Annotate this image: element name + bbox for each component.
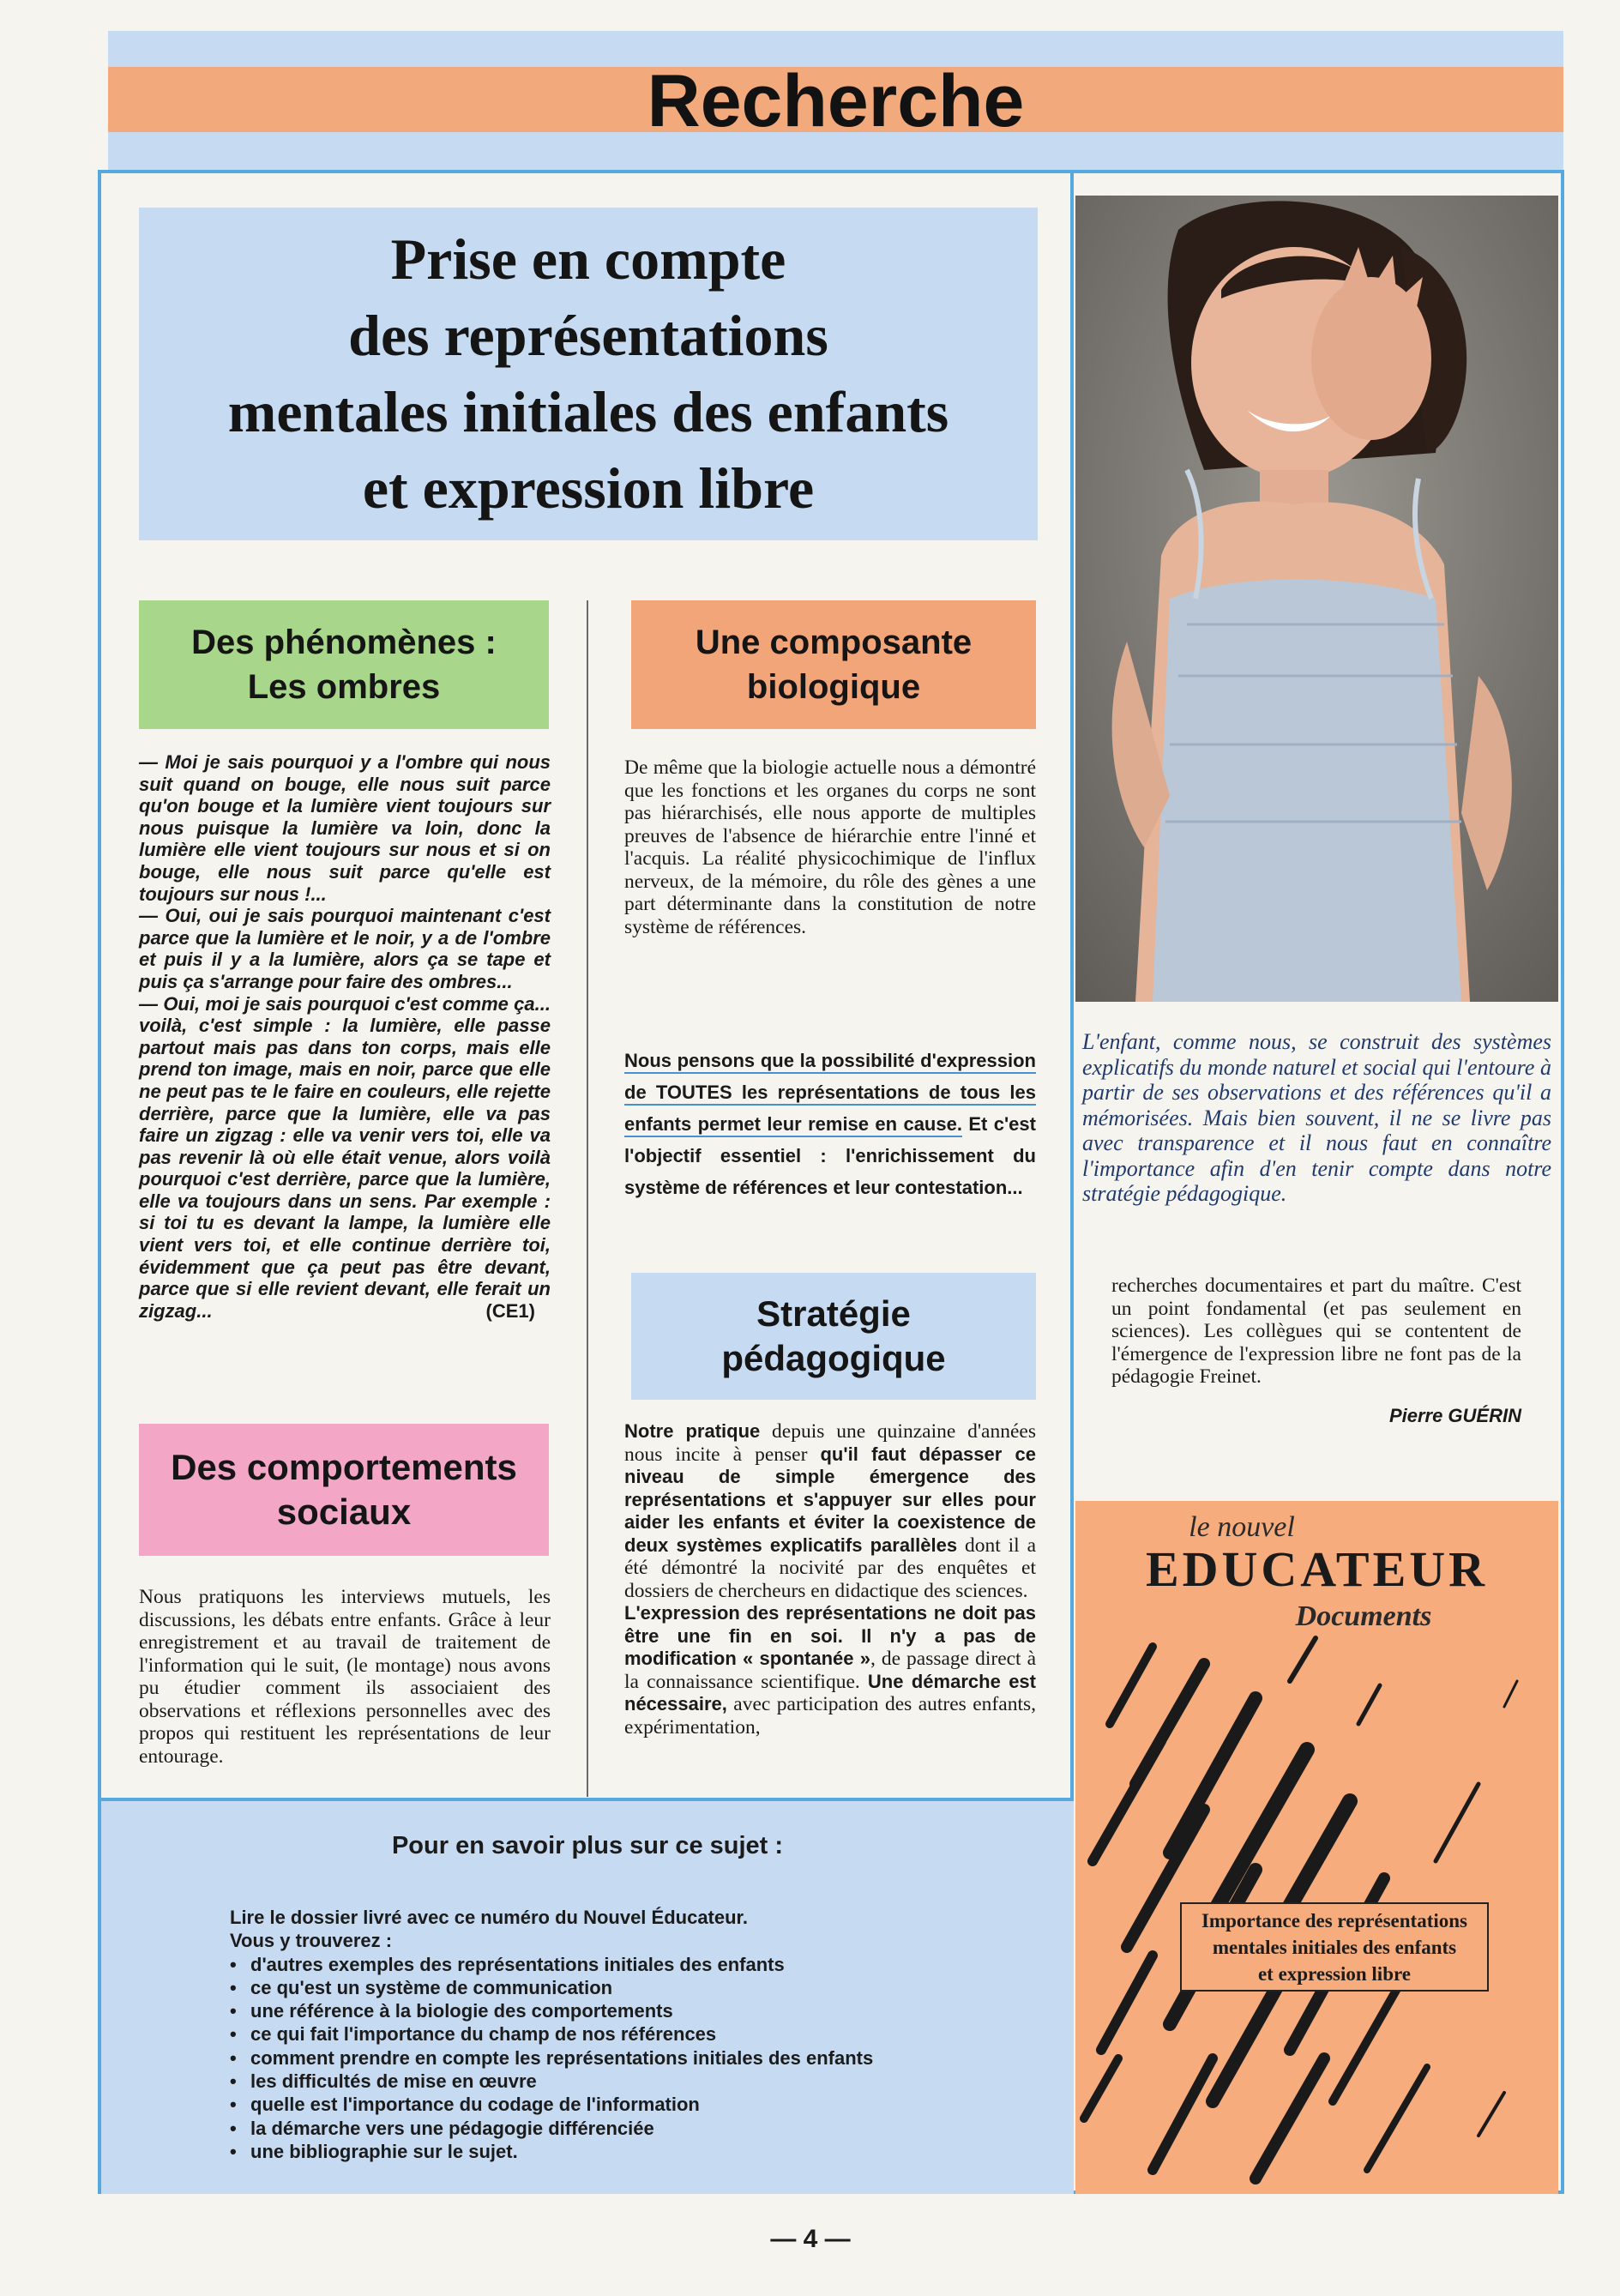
text-run: Une démarche est nécessaire, — [624, 1670, 1036, 1714]
child-photo — [1075, 196, 1558, 1002]
advert-top: le nouvel — [1189, 1511, 1295, 1543]
advert-sub: Documents — [1295, 1600, 1432, 1632]
list-item: • comment prendre en compte les représentations initiales des enfants — [230, 2046, 1053, 2070]
list-item: • quelle est l'importance du codage de l'information — [230, 2093, 1053, 2116]
article-title-line: mentales initiales des enfants — [227, 379, 949, 444]
heading-strategie — [631, 1273, 1036, 1400]
heading-social — [139, 1424, 549, 1556]
info-intro-line: Lire le dossier livré avec ce numéro du Nouvel Éducateur. — [230, 1907, 749, 1928]
heading-line: biologique — [746, 668, 921, 706]
list-item: • d'autres exemples des représentations initiales des enfants — [230, 1953, 1053, 1976]
text-run: depuis une quinzaine d'années nous incite à penser — [624, 1420, 1036, 1466]
heading-line: Les ombres — [247, 668, 441, 706]
list-item: • la démarche vers une pédagogie différenciée — [230, 2117, 1053, 2140]
list-item: • une référence à la biologie des comportements — [230, 1999, 1053, 2022]
heading-line: Des phénomènes : — [191, 624, 497, 661]
text-run: qu'il faut dépasser ce niveau de simple émergence des représentations et s'appuyer sur elles pour aider les enfants et éviter la coexistence de deux systèmes explicatifs parallèles — [624, 1443, 1036, 1556]
quote-text: — Oui, moi je sais pourquoi c'est comme ça... voilà, c'est simple : la lumière, elle passe partout mais pas dans ton corps, mais elle prend ton image, mais en noir, parce que elle ne peut pas te le faire en couleurs, elle rejette derrière, parce que la lumière, elle va pas faire un zigzag : elle va venir vers toi, elle va pas revenir là où elle était venue, alors voilà pourquoi c'est derrière, parce que la lumière, elle va toujours dans un sens. Par exemple : si toi tu es devant la lampe, la lumière elle vient vers toi, et elle continue derrière toi, évidemment que ça peut pas être devant, parce que si elle revient devant, elle ferait un zigzag... — [139, 992, 551, 1322]
section-title: Recherche — [647, 60, 1025, 142]
text-run: Notre pratique — [624, 1420, 761, 1442]
photo-caption: L'enfant, comme nous, se construit des systèmes explicatifs du monde naturel et social qui l'entoure à partir de ses observations et des références qu'il a mémorisées. Mais bien souvent, il ne se livre pas avec transparence et il nous faut en connaître l'importance afin d'en tenir compte dans notre stratégie pédagogique. — [1082, 1029, 1551, 1206]
heading-ombres — [139, 600, 549, 729]
heading-line: sociaux — [276, 1491, 412, 1532]
quote-class: (CE1) — [485, 1299, 535, 1322]
page-number: — 4 — — [770, 2225, 851, 2253]
advert-box-line: Importance des représentations — [1201, 1909, 1468, 1931]
text-run: L'expression des représentations ne doit pas être une fin en soi. Il n'y a pas de modification « spontanée » — [624, 1602, 1036, 1669]
continuation-text: recherches documentaires et part du maître. C'est un point fondamental (et pas seulement en sciences). Les collègues qui se contentent de l'émergence de l'expression libre ne font pas de la pédagogie Freinet. — [1111, 1275, 1521, 1388]
heading-line: Stratégie — [756, 1293, 911, 1334]
text-run: , de passage direct à la connaissance scientifique. — [624, 1648, 1037, 1693]
divider-right-column — [1070, 170, 1074, 1799]
text-run: dont il a été démontré la nocivité par des enquêtes et dossiers de chercheurs en didactique des sciences. — [624, 1534, 1036, 1602]
quote-paragraph: — Oui, oui je sais pourquoi maintenant c'est parce que la lumière et le noir, y a de l'ombre et puis il y a la lumière, alors ça se tape et puis ça s'arrange pour faire des ombres... — [139, 905, 551, 992]
list-item: • ce qui fait l'importance du champ de nos références — [230, 2022, 1053, 2046]
bio-callout — [624, 1045, 1036, 1223]
info-list — [230, 1953, 1053, 2164]
callout-rest: Et c'est l'objectif essentiel : l'enrichissement du système de références et leur contestation... — [624, 1113, 1036, 1198]
strategie-paragraph — [624, 1602, 1036, 1739]
article-title-line: Prise en compte — [390, 226, 786, 292]
article-title-line: et expression libre — [362, 455, 815, 521]
article-title-line: des représentations — [348, 303, 828, 368]
heading-line: Des comportements — [171, 1447, 517, 1487]
info-intro-line: Vous y trouverez : — [230, 1930, 393, 1952]
quote-paragraph: — Moi je sais pourquoi y a l'ombre qui nous suit quand on bouge, elle nous suit parce qu'on bouge et la lumière vient toujours sur nous puisque la lumière va loin, donc la lumière elle vient toujours sur nous et si on bouge, elle nous suit parce qu'elle est toujours sur nous !... — [139, 751, 551, 905]
strategie-text — [624, 1420, 1036, 1772]
advert-box-line: mentales initiales des enfants — [1212, 1936, 1457, 1958]
advert-box — [1180, 1902, 1489, 1992]
divider-columns — [587, 600, 588, 1797]
ombres-quotes — [139, 751, 551, 1403]
quote-paragraph — [139, 993, 551, 1323]
info-title: Pour en savoir plus sur ce sujet : — [391, 1832, 784, 1859]
article-title — [139, 208, 1038, 540]
bio-text: De même que la biologie actuelle nous a démontré que les fonctions et les organes du corps ne sont pas hiérarchisés, elle nous apporte de multiples preuves de l'absence de hiérarchie entre l'inné et l'acquis. La réalité physicochimique de l'influx nerveux, de la mémoire, du rôle des gènes a une part déterminante dans la constitution de notre système de références. — [624, 756, 1036, 938]
list-item: • les difficultés de mise en œuvre — [230, 2070, 1053, 2093]
info-content — [230, 1906, 1053, 2172]
advert-box-line: et expression libre — [1257, 1962, 1411, 1985]
text-run: avec participation des autres enfants, expérimentation, — [624, 1693, 1036, 1739]
social-text: Nous pratiquons les interviews mutuels, les discussions, les débats entre enfants. Grâce à leur enregistrement et au travail de traitement de l'information qui le suit, (le montage) nous avons pu étudier comment ils associaient des observations et réflexions personnelles avec des propos qui restituent les représentations de leur entourage. — [139, 1586, 551, 1768]
list-item: • une bibliographie sur le sujet. — [230, 2140, 1053, 2163]
author-signature: Pierre GUÉRIN — [1388, 1405, 1521, 1426]
list-item: • ce qu'est un système de communication — [230, 1976, 1053, 1999]
heading-line: Une composante — [695, 624, 973, 661]
heading-line: pédagogique — [721, 1338, 946, 1378]
callout-underlined: Nous pensons que la possibilité d'expression de TOUTES les représentations de tous les enfants permet leur remise en cause. — [624, 1050, 1036, 1135]
strategie-paragraph — [624, 1420, 1036, 1602]
advert-title: EDUCATEUR — [1145, 1541, 1489, 1597]
heading-biologique — [631, 600, 1036, 729]
